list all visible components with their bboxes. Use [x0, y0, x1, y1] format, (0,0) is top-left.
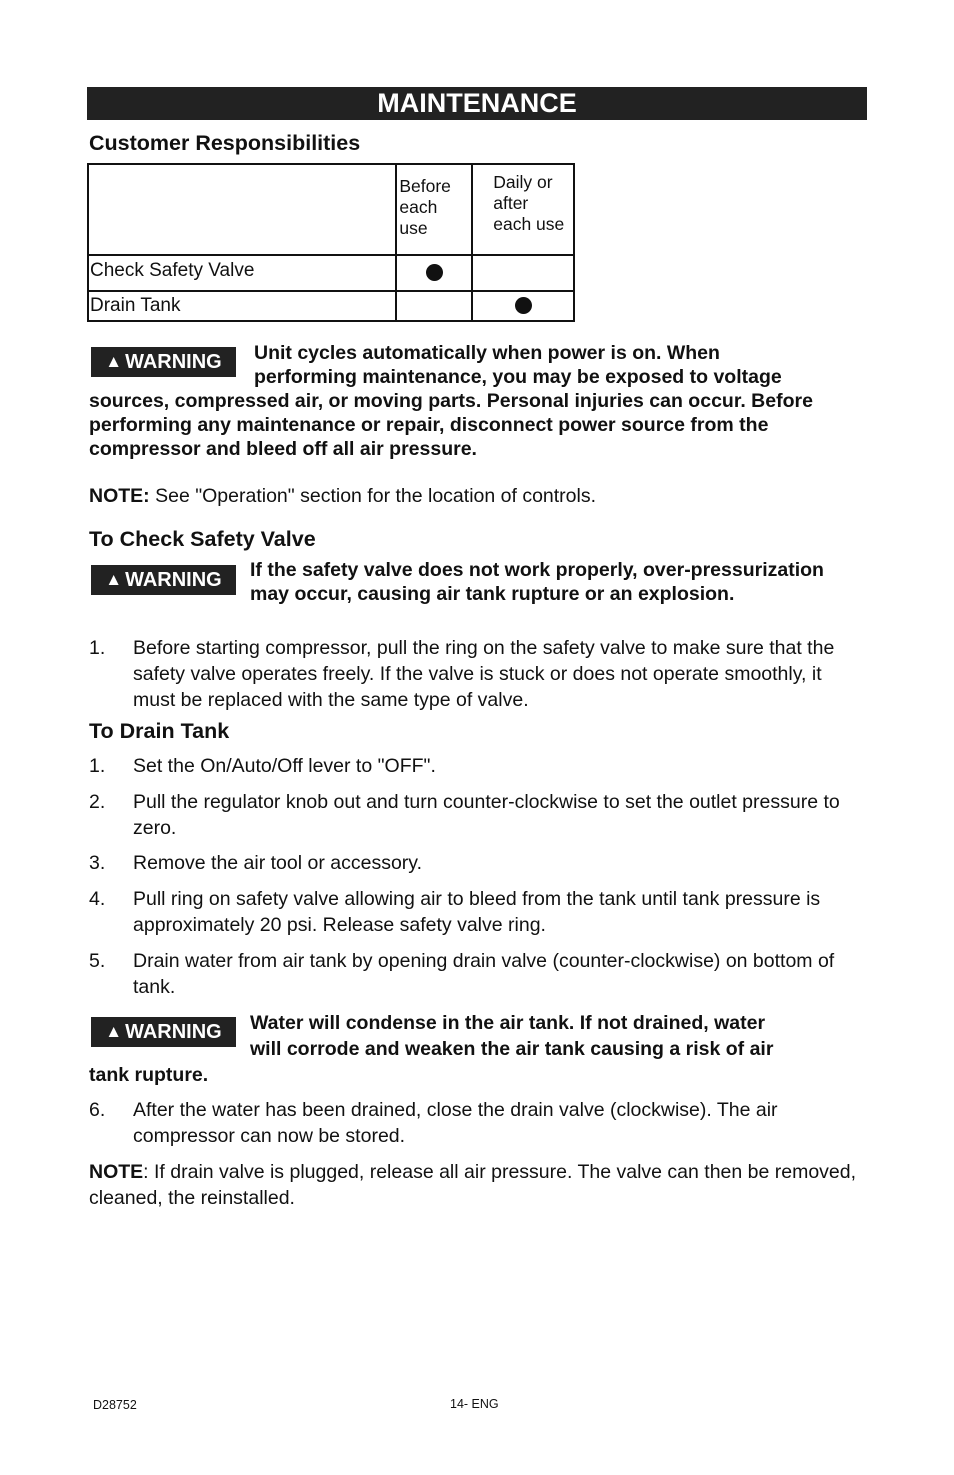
safety-valve-heading: To Check Safety Valve [89, 527, 316, 551]
step-number: 1. [89, 755, 106, 777]
drain-warning-line-2: will corrode and weaken the air tank causing a risk of air [250, 1038, 774, 1060]
step-number: 4. [89, 888, 106, 910]
warning-label: WARNING [125, 569, 222, 591]
list-item [89, 753, 869, 779]
warning-1-line-1: Unit cycles automatically when power is on. When [254, 342, 720, 364]
table-header-blank [88, 164, 396, 255]
warning-triangle-icon: ▲ [105, 352, 123, 371]
document-id: D28752 [93, 1398, 137, 1412]
list-item [89, 948, 869, 1000]
table-row-label: Drain Tank [88, 291, 396, 321]
table-row [88, 255, 574, 290]
list-item [89, 635, 869, 713]
drain-warning-text: tank rupture. [89, 1064, 209, 1086]
drain-tank-heading: To Drain Tank [89, 719, 230, 743]
table-header-daily: Daily or after each use [472, 164, 574, 255]
list-item [89, 789, 869, 841]
step-number: 1. [89, 637, 106, 659]
warning-badge [91, 565, 236, 595]
step-text: Pull ring on safety valve allowing air to bleed from the tank until tank pressure is approximately 20 psi. Release safety valve ring. [133, 888, 821, 936]
safety-valve-warning-text: If the safety valve does not work properly, over-pressurization may occur, causing air tank rupture or an explosion. [250, 559, 824, 605]
step-text: Remove the air tool or accessory. [133, 852, 423, 874]
warning-triangle-icon: ▲ [105, 1022, 123, 1041]
note-text: : If drain valve is plugged, release all air pressure. The valve can then be removed, cleaned, the reinstalled. [89, 1161, 857, 1209]
warning-triangle-icon: ▲ [105, 570, 123, 589]
note-drain-valve [89, 1159, 869, 1211]
step-number: 5. [89, 950, 106, 972]
step-number: 6. [89, 1099, 106, 1121]
list-item [89, 886, 869, 938]
list-item [89, 1097, 869, 1149]
note-label: NOTE: [89, 485, 150, 507]
table-cell-daily [472, 255, 574, 290]
drain-warning-line-1: Water will condense in the air tank. If not drained, water [250, 1012, 766, 1034]
page-title: MAINTENANCE [87, 87, 867, 120]
check-dot-icon [515, 297, 532, 314]
warning-label: WARNING [125, 1021, 222, 1043]
step-text: Drain water from air tank by opening drain valve (counter-clockwise) on bottom of tank. [133, 950, 835, 998]
warning-badge [91, 347, 236, 377]
table-cell-daily [472, 291, 574, 321]
table-row [88, 291, 574, 321]
warning-1-line-2: performing maintenance, you may be exposed to voltage [254, 366, 782, 388]
warning-1-text: sources, compressed air, or moving parts. Personal injuries can occur. Before performing any maintenance or repair, disconnect power source from the compressor and bleed off all air pressure. [89, 390, 813, 460]
table-header-row [88, 164, 574, 255]
table-row-label: Check Safety Valve [88, 255, 396, 290]
step-number: 3. [89, 852, 106, 874]
note-label: NOTE [89, 1161, 144, 1183]
table-cell-before-each-use [396, 255, 472, 290]
check-dot-icon [426, 264, 443, 281]
step-text: After the water has been drained, close the drain valve (clockwise). The air compressor can now be stored. [133, 1099, 778, 1147]
list-item [89, 850, 869, 876]
step-number: 2. [89, 791, 106, 813]
step-text: Set the On/Auto/Off lever to "OFF". [133, 755, 436, 777]
responsibilities-table [87, 163, 575, 322]
table-cell-before-each-use [396, 291, 472, 321]
step-text: Before starting compressor, pull the ring on the safety valve to make sure that the safety valve operates freely. If the valve is stuck or does not operate smoothly, it must be replaced with the same type of valve. [133, 637, 835, 711]
warning-label: WARNING [125, 351, 222, 373]
note-operation [89, 484, 869, 509]
table-header-before-each-use: Before each use [396, 164, 472, 255]
note-text: See "Operation" section for the location of controls. [149, 485, 597, 507]
warning-badge [91, 1017, 236, 1047]
page-number: 14- ENG [450, 1397, 499, 1411]
customer-responsibilities-heading: Customer Responsibilities [89, 131, 361, 155]
step-text: Pull the regulator knob out and turn counter-clockwise to set the outlet pressure to zero. [133, 791, 840, 839]
